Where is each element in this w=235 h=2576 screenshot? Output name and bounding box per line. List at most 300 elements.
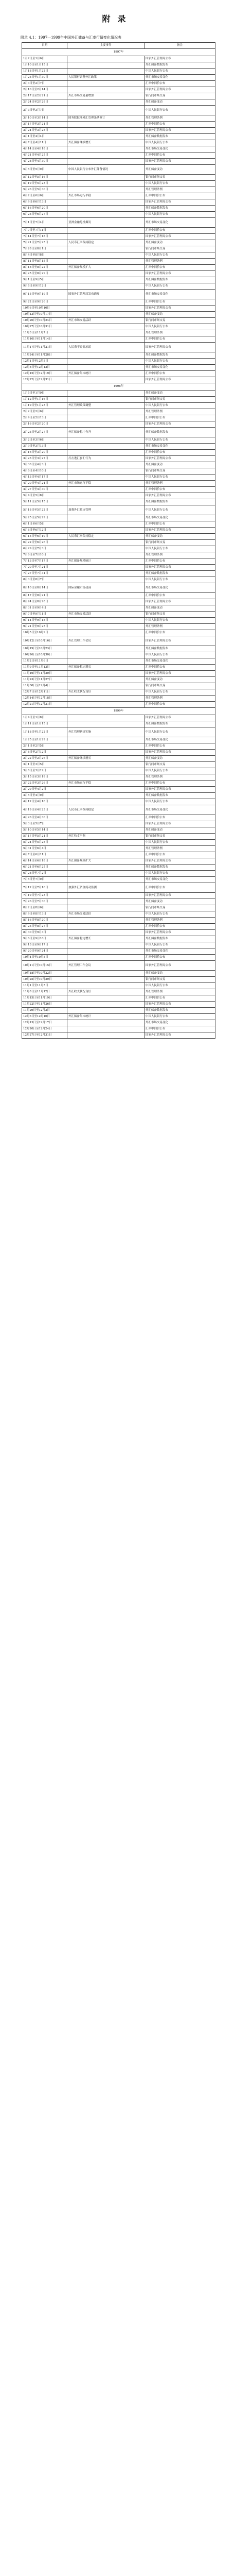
cell-event (67, 1002, 144, 1008)
cell-note: 国家外汇管理局公布 (144, 1002, 215, 1008)
cell-note: 国家外汇管理局公布 (144, 456, 215, 462)
cell-event (67, 774, 144, 781)
cell-note: 汇率中间价公布 (144, 781, 215, 787)
cell-date: 2月23日至2月27日 (22, 428, 67, 437)
table-row (22, 99, 215, 106)
header-row (22, 43, 215, 49)
cell-note: 中国人民银行公布 (144, 546, 215, 552)
cell-event (67, 187, 144, 193)
cell-event (67, 175, 144, 181)
cell-date: 6月28日至7月2日 (22, 871, 67, 877)
table-row (22, 546, 215, 552)
table-row (22, 259, 215, 265)
cell-note: 国家外汇管理局公布 (144, 199, 215, 206)
cell-note: 中国人民银行公布 (144, 181, 215, 187)
table-row (22, 793, 215, 799)
cell-date: 8月17日至8月21日 (22, 593, 67, 599)
cell-note: 汇率中间价公布 (144, 665, 215, 671)
cell-event (67, 487, 144, 493)
cell-note: 外汇储备变动 (144, 165, 215, 175)
table-row (22, 306, 215, 312)
cell-event: 外汇市场交易量增加 (67, 93, 144, 99)
cell-date: 7月19日至7月23日 (22, 893, 67, 899)
table-row (22, 1002, 215, 1008)
cell-note: 外汇储备数据发布 (144, 62, 215, 69)
table-row (22, 336, 215, 343)
cell-date: 2月3日至2月7日 (22, 81, 67, 87)
cell-note: 外汇市场交易变化 (144, 805, 215, 815)
cell-note: 外汇市场交易变化 (144, 444, 215, 450)
cell-note: 中国人民银行公布 (144, 324, 215, 330)
cell-note: 汇率中间价公布 (144, 1026, 215, 1032)
cell-event (67, 152, 144, 159)
cell-note: 外汇市场交易变化 (144, 365, 215, 371)
cell-date: 1月25日至1月30日 (22, 75, 67, 81)
cell-date: 3月8日至3月12日 (22, 768, 67, 774)
table-row (22, 948, 215, 955)
cell-note: 国家外汇管理局公布 (144, 893, 215, 899)
cell-event (67, 1008, 144, 1014)
cell-note: 外汇管理条例 (144, 330, 215, 336)
cell-event: 加强外汇资金流动监测 (67, 883, 144, 893)
cell-note: 国家外汇管理局公布 (144, 636, 215, 646)
cell-note: 中国人民银行公布 (144, 942, 215, 948)
table-row (22, 437, 215, 444)
cell-event (67, 56, 144, 62)
cell-event (67, 955, 144, 961)
cell-date: 1月18日至1月22日 (22, 69, 67, 75)
cell-date: 10月4日至10月8日 (22, 955, 67, 961)
cell-event (67, 206, 144, 212)
cell-event (67, 1020, 144, 1026)
table-row (22, 290, 215, 299)
cell-date: 11月22日至11月26日 (22, 1002, 67, 1008)
cell-note: 外汇储备变动 (144, 240, 215, 246)
table-row (22, 534, 215, 540)
cell-note: 中国人民银行公布 (144, 437, 215, 444)
cell-date: 5月4日至5月8日 (22, 493, 67, 499)
cell-event: 人民币汇率保持稳定 (67, 534, 144, 540)
cell-event (67, 983, 144, 989)
cell-event (67, 528, 144, 534)
cell-date: 1月19日至1月23日 (22, 403, 67, 409)
cell-event (67, 743, 144, 750)
table-row (22, 787, 215, 793)
cell-event (67, 787, 144, 793)
table-row (22, 665, 215, 671)
table-row (22, 271, 215, 277)
table-row (22, 146, 215, 152)
cell-event (67, 948, 144, 955)
cell-event (67, 762, 144, 768)
cell-event (67, 599, 144, 605)
table-row (22, 995, 215, 1002)
cell-date: 2月1日至2月5日 (22, 743, 67, 750)
cell-date: 10月20日至10月24日 (22, 318, 67, 324)
cell-note: 外汇管理条例 (144, 259, 215, 265)
cell-note: 国家外汇管理局公布 (144, 377, 215, 383)
cell-date: 11月29日至12月3日 (22, 1008, 67, 1014)
table-row (22, 737, 215, 743)
cell-note: 中国人民银行公布 (144, 689, 215, 696)
cell-note: 银行间市场交易 (144, 175, 215, 181)
cell-event (67, 652, 144, 658)
cell-note: 外汇市场交易变化 (144, 583, 215, 593)
cell-note: 汇率中间价公布 (144, 924, 215, 930)
table-row (22, 552, 215, 558)
cell-note: 银行间市场交易 (144, 905, 215, 911)
cell-note: 汇率中间价公布 (144, 371, 215, 377)
table-row (22, 444, 215, 450)
cell-event: 外汇市场交易活跃 (67, 612, 144, 618)
table-row (22, 924, 215, 930)
cell-note: 汇率中间价公布 (144, 299, 215, 306)
cell-event (67, 930, 144, 936)
data-table-container (22, 42, 215, 1039)
cell-date: 11月3日至11月7日 (22, 330, 67, 336)
cell-event (67, 565, 144, 571)
table-row (22, 228, 215, 234)
cell-note: 国家外汇管理局公布 (144, 930, 215, 936)
cell-note: 外汇管理条例 (144, 774, 215, 781)
cell-date: 11月8日至11月12日 (22, 989, 67, 995)
cell-event (67, 391, 144, 397)
table-row (22, 187, 215, 193)
cell-event (67, 146, 144, 152)
cell-event (67, 415, 144, 421)
table-row (22, 152, 215, 159)
cell-event (67, 971, 144, 977)
table-row (22, 871, 215, 877)
table-row (22, 450, 215, 456)
cell-date: 5月10日至5月14日 (22, 827, 67, 834)
cell-date: 3月30日至4月3日 (22, 462, 67, 468)
cell-event (67, 721, 144, 727)
table-row (22, 762, 215, 768)
cell-note: 外汇管理条例 (144, 696, 215, 702)
cell-event (67, 877, 144, 883)
cell-date: 3月1日至3月5日 (22, 762, 67, 768)
header-note: 备注 (144, 43, 215, 49)
cell-event (67, 437, 144, 444)
cell-date: 8月23日至8月27日 (22, 924, 67, 930)
cell-note: 国家外汇管理局公布 (144, 87, 215, 93)
year-label: 1999年 (22, 708, 215, 715)
table-row (22, 599, 215, 605)
table-caption: 附录 4.1：1997—1999年中国外汇储备与汇率行情变化情况表 (21, 36, 121, 40)
cell-date: 3月9日至3月13日 (22, 444, 67, 450)
cell-event (67, 840, 144, 846)
table-row (22, 206, 215, 212)
table-row (22, 605, 215, 612)
cell-date: 10月11日至10月15日 (22, 961, 67, 971)
cell-note: 汇率中间价公布 (144, 415, 215, 421)
cell-note: 中国人民银行公布 (144, 505, 215, 515)
table-row (22, 87, 215, 93)
table-row (22, 140, 215, 146)
cell-event: 国家外汇管理局发布通知 (67, 290, 144, 299)
table-row (22, 911, 215, 918)
cell-event (67, 750, 144, 756)
cell-note: 外汇储备数据发布 (144, 206, 215, 212)
cell-date: 11月24日至11月28日 (22, 352, 67, 359)
year-label: 1997年 (22, 49, 215, 56)
cell-event (67, 571, 144, 577)
cell-date: 11月23日至11月27日 (22, 677, 67, 683)
cell-note: 银行间市场交易 (144, 683, 215, 689)
table-row (22, 234, 215, 240)
cell-date: 7月28日至8月1日 (22, 246, 67, 252)
table-row (22, 646, 215, 652)
table-row (22, 624, 215, 630)
cell-date: 9月6日至9月10日 (22, 936, 67, 942)
cell-note: 中国人民银行公布 (144, 69, 215, 75)
year-section-row (22, 49, 215, 56)
table-row (22, 683, 215, 689)
cell-note: 中国人民银行公布 (144, 577, 215, 583)
cell-event: 外汇储备规模扩大 (67, 858, 144, 865)
cell-note: 国家外汇管理局公布 (144, 56, 215, 62)
cell-event: 外汇管理新规实施 (67, 727, 144, 737)
cell-date: 5月18日至5月22日 (22, 505, 67, 515)
cell-event (67, 365, 144, 371)
table-row (22, 983, 215, 989)
table-row (22, 330, 215, 336)
cell-event (67, 605, 144, 612)
cell-date: 2月24日至2月28日 (22, 99, 67, 106)
cell-event (67, 234, 144, 240)
table-row (22, 689, 215, 696)
table-row (22, 834, 215, 840)
table-row (22, 899, 215, 905)
table-row (22, 56, 215, 62)
cell-note: 外汇储备数据发布 (144, 277, 215, 283)
cell-event (67, 671, 144, 677)
cell-event: 中国人民银行公布外汇储备情况 (67, 165, 144, 175)
table-row (22, 212, 215, 218)
cell-date: 5月3日至5月7日 (22, 821, 67, 827)
cell-date: 10月5日至10月9日 (22, 630, 67, 636)
cell-event (67, 846, 144, 852)
table-row (22, 493, 215, 499)
cell-note: 国家外汇管理局公布 (144, 493, 215, 499)
cell-date: 12月8日至12月12日 (22, 365, 67, 371)
cell-date: 9月13日至9月17日 (22, 942, 67, 948)
cell-note: 汇率中间价公布 (144, 336, 215, 343)
table-row (22, 277, 215, 283)
cell-date: 4月7日至4月11日 (22, 140, 67, 146)
cell-event (67, 821, 144, 827)
table-row (22, 62, 215, 69)
cell-date: 7月7日至7月11日 (22, 228, 67, 234)
table-row (22, 165, 215, 175)
cell-note: 中国人民银行公布 (144, 252, 215, 259)
cell-event (67, 134, 144, 140)
cell-event (67, 252, 144, 259)
cell-date: 7月20日至7月24日 (22, 565, 67, 571)
cell-note: 外汇管理条例 (144, 918, 215, 924)
cell-date: 4月26日至4月30日 (22, 815, 67, 821)
cell-event (67, 324, 144, 330)
cell-date: 6月15日至6月19日 (22, 534, 67, 540)
cell-event (67, 336, 144, 343)
cell-note: 外汇储备数据发布 (144, 646, 215, 652)
cell-date: 10月19日至10月23日 (22, 646, 67, 652)
cell-date: 9月20日至9月24日 (22, 948, 67, 955)
cell-note: 国家外汇管理局公布 (144, 750, 215, 756)
year-label: 1998年 (22, 383, 215, 391)
cell-note: 中国人民银行公布 (144, 283, 215, 290)
cell-event (67, 462, 144, 468)
cell-note: 外汇储备数据发布 (144, 865, 215, 871)
cell-date: 9月22日至9月26日 (22, 299, 67, 306)
cell-date: 6月7日至6月11日 (22, 852, 67, 858)
table-row (22, 377, 215, 383)
table-row (22, 702, 215, 708)
cell-note: 中国人民银行公布 (144, 618, 215, 624)
cell-note: 中国人民银行公布 (144, 799, 215, 805)
cell-event (67, 977, 144, 983)
cell-date: 12月27日至12月31日 (22, 1032, 67, 1039)
cell-date: 7月14日至7月18日 (22, 234, 67, 240)
table-row (22, 106, 215, 115)
cell-note: 银行间市场交易 (144, 540, 215, 546)
cell-date: 2月22日至2月26日 (22, 756, 67, 762)
table-row (22, 715, 215, 721)
cell-event (67, 646, 144, 652)
cell-note: 外汇储备变动 (144, 756, 215, 762)
cell-event (67, 893, 144, 899)
cell-event (67, 359, 144, 365)
table-row (22, 93, 215, 99)
cell-event: 外汇管理工作会议 (67, 961, 144, 971)
table-row (22, 474, 215, 481)
cell-note: 汇率中间价公布 (144, 815, 215, 821)
table-row (22, 583, 215, 593)
cell-note: 银行间市场交易 (144, 834, 215, 840)
cell-date: 3月2日至3月6日 (22, 437, 67, 444)
cell-date: 12月20日至12月24日 (22, 1026, 67, 1032)
cell-note: 汇率中间价公布 (144, 852, 215, 858)
table-row (22, 397, 215, 403)
cell-date: 3月15日至3月19日 (22, 774, 67, 781)
cell-date: 6月16日至6月20日 (22, 206, 67, 212)
cell-event (67, 515, 144, 521)
cell-event (67, 546, 144, 552)
cell-event (67, 62, 144, 69)
cell-event (67, 421, 144, 428)
cell-event: 外汇管理政策调整 (67, 403, 144, 409)
cell-note: 外汇储备变动 (144, 312, 215, 318)
table-row (22, 846, 215, 852)
cell-note: 汇率中间价公布 (144, 883, 215, 893)
cell-date: 9月7日至9月11日 (22, 612, 67, 618)
cell-event (67, 277, 144, 283)
table-row (22, 181, 215, 187)
table-row (22, 805, 215, 815)
cell-event (67, 271, 144, 277)
table-row (22, 877, 215, 883)
table-row (22, 961, 215, 971)
cell-date: 3月16日至3月20日 (22, 450, 67, 456)
cell-event: 外汇储备继续增长 (67, 140, 144, 146)
table-row (22, 540, 215, 546)
cell-event: 外汇储备规模统计 (67, 558, 144, 565)
table-row (22, 69, 215, 75)
table-row (22, 630, 215, 636)
cell-date: 9月1日至9月5日 (22, 277, 67, 283)
cell-event (67, 122, 144, 128)
cell-date: 8月24日至8月28日 (22, 599, 67, 605)
cell-date: 7月26日至7月30日 (22, 899, 67, 905)
cell-date: 1月5日至1月9日 (22, 391, 67, 397)
table-row (22, 677, 215, 683)
cell-note: 外汇市场交易变化 (144, 515, 215, 521)
cell-event (67, 899, 144, 905)
cell-date: 6月21日至6月25日 (22, 865, 67, 871)
cell-note: 外汇储备变动 (144, 99, 215, 106)
cell-note: 国家外汇管理局公布 (144, 671, 215, 677)
table-row (22, 75, 215, 81)
cell-note: 外汇储备数据发布 (144, 936, 215, 942)
table-row (22, 318, 215, 324)
cell-note: 外汇储备数据发布 (144, 352, 215, 359)
table-row (22, 456, 215, 462)
cell-note: 外汇市场交易变化 (144, 658, 215, 665)
cell-event: 外汇储备年末统计 (67, 371, 144, 377)
table-row (22, 115, 215, 122)
cell-note: 外汇储备数据发布 (144, 428, 215, 437)
table-row (22, 577, 215, 583)
cell-date: 6月14日至6月18日 (22, 858, 67, 865)
cell-event (67, 793, 144, 799)
cell-date: 6月23日至6月27日 (22, 212, 67, 218)
cell-note: 国家外汇管理局公布 (144, 961, 215, 971)
table-row (22, 193, 215, 199)
table-row (22, 1026, 215, 1032)
cell-date: 10月13日至10月17日 (22, 312, 67, 318)
cell-note: 国家外汇管理局公布 (144, 306, 215, 312)
table-row (22, 618, 215, 624)
cell-note: 外汇管理条例 (144, 989, 215, 995)
cell-date: 11月17日至11月21日 (22, 343, 67, 352)
table-row (22, 122, 215, 128)
cell-date: 6月9日至6月13日 (22, 199, 67, 206)
cell-note: 中国人民银行公布 (144, 768, 215, 774)
cell-event (67, 924, 144, 930)
table-row (22, 240, 215, 246)
cell-event (67, 624, 144, 630)
cell-note: 中国人民银行公布 (144, 106, 215, 115)
cell-event: 外汇管理工作会议 (67, 636, 144, 646)
cell-event (67, 306, 144, 312)
cell-date: 7月1日至7月4日 (22, 218, 67, 228)
cell-date: 6月22日至6月26日 (22, 540, 67, 546)
cell-date: 4月27日至4月30日 (22, 487, 67, 493)
table-row (22, 246, 215, 252)
cell-note: 外汇管理条例 (144, 846, 215, 852)
cell-date: 12月14日至12月18日 (22, 696, 67, 702)
cell-date: 1月2日至1月6日 (22, 56, 67, 62)
cell-note: 国家外汇管理局公布 (144, 1032, 215, 1039)
cell-note: 中国人民银行公布 (144, 474, 215, 481)
cell-event (67, 1026, 144, 1032)
cell-date: 7月21日至7月25日 (22, 240, 67, 246)
cell-event (67, 540, 144, 546)
cell-date: 5月12日至5月16日 (22, 175, 67, 181)
cell-date: 2月16日至2月20日 (22, 421, 67, 428)
cell-note: 国家外汇管理局公布 (144, 343, 215, 352)
